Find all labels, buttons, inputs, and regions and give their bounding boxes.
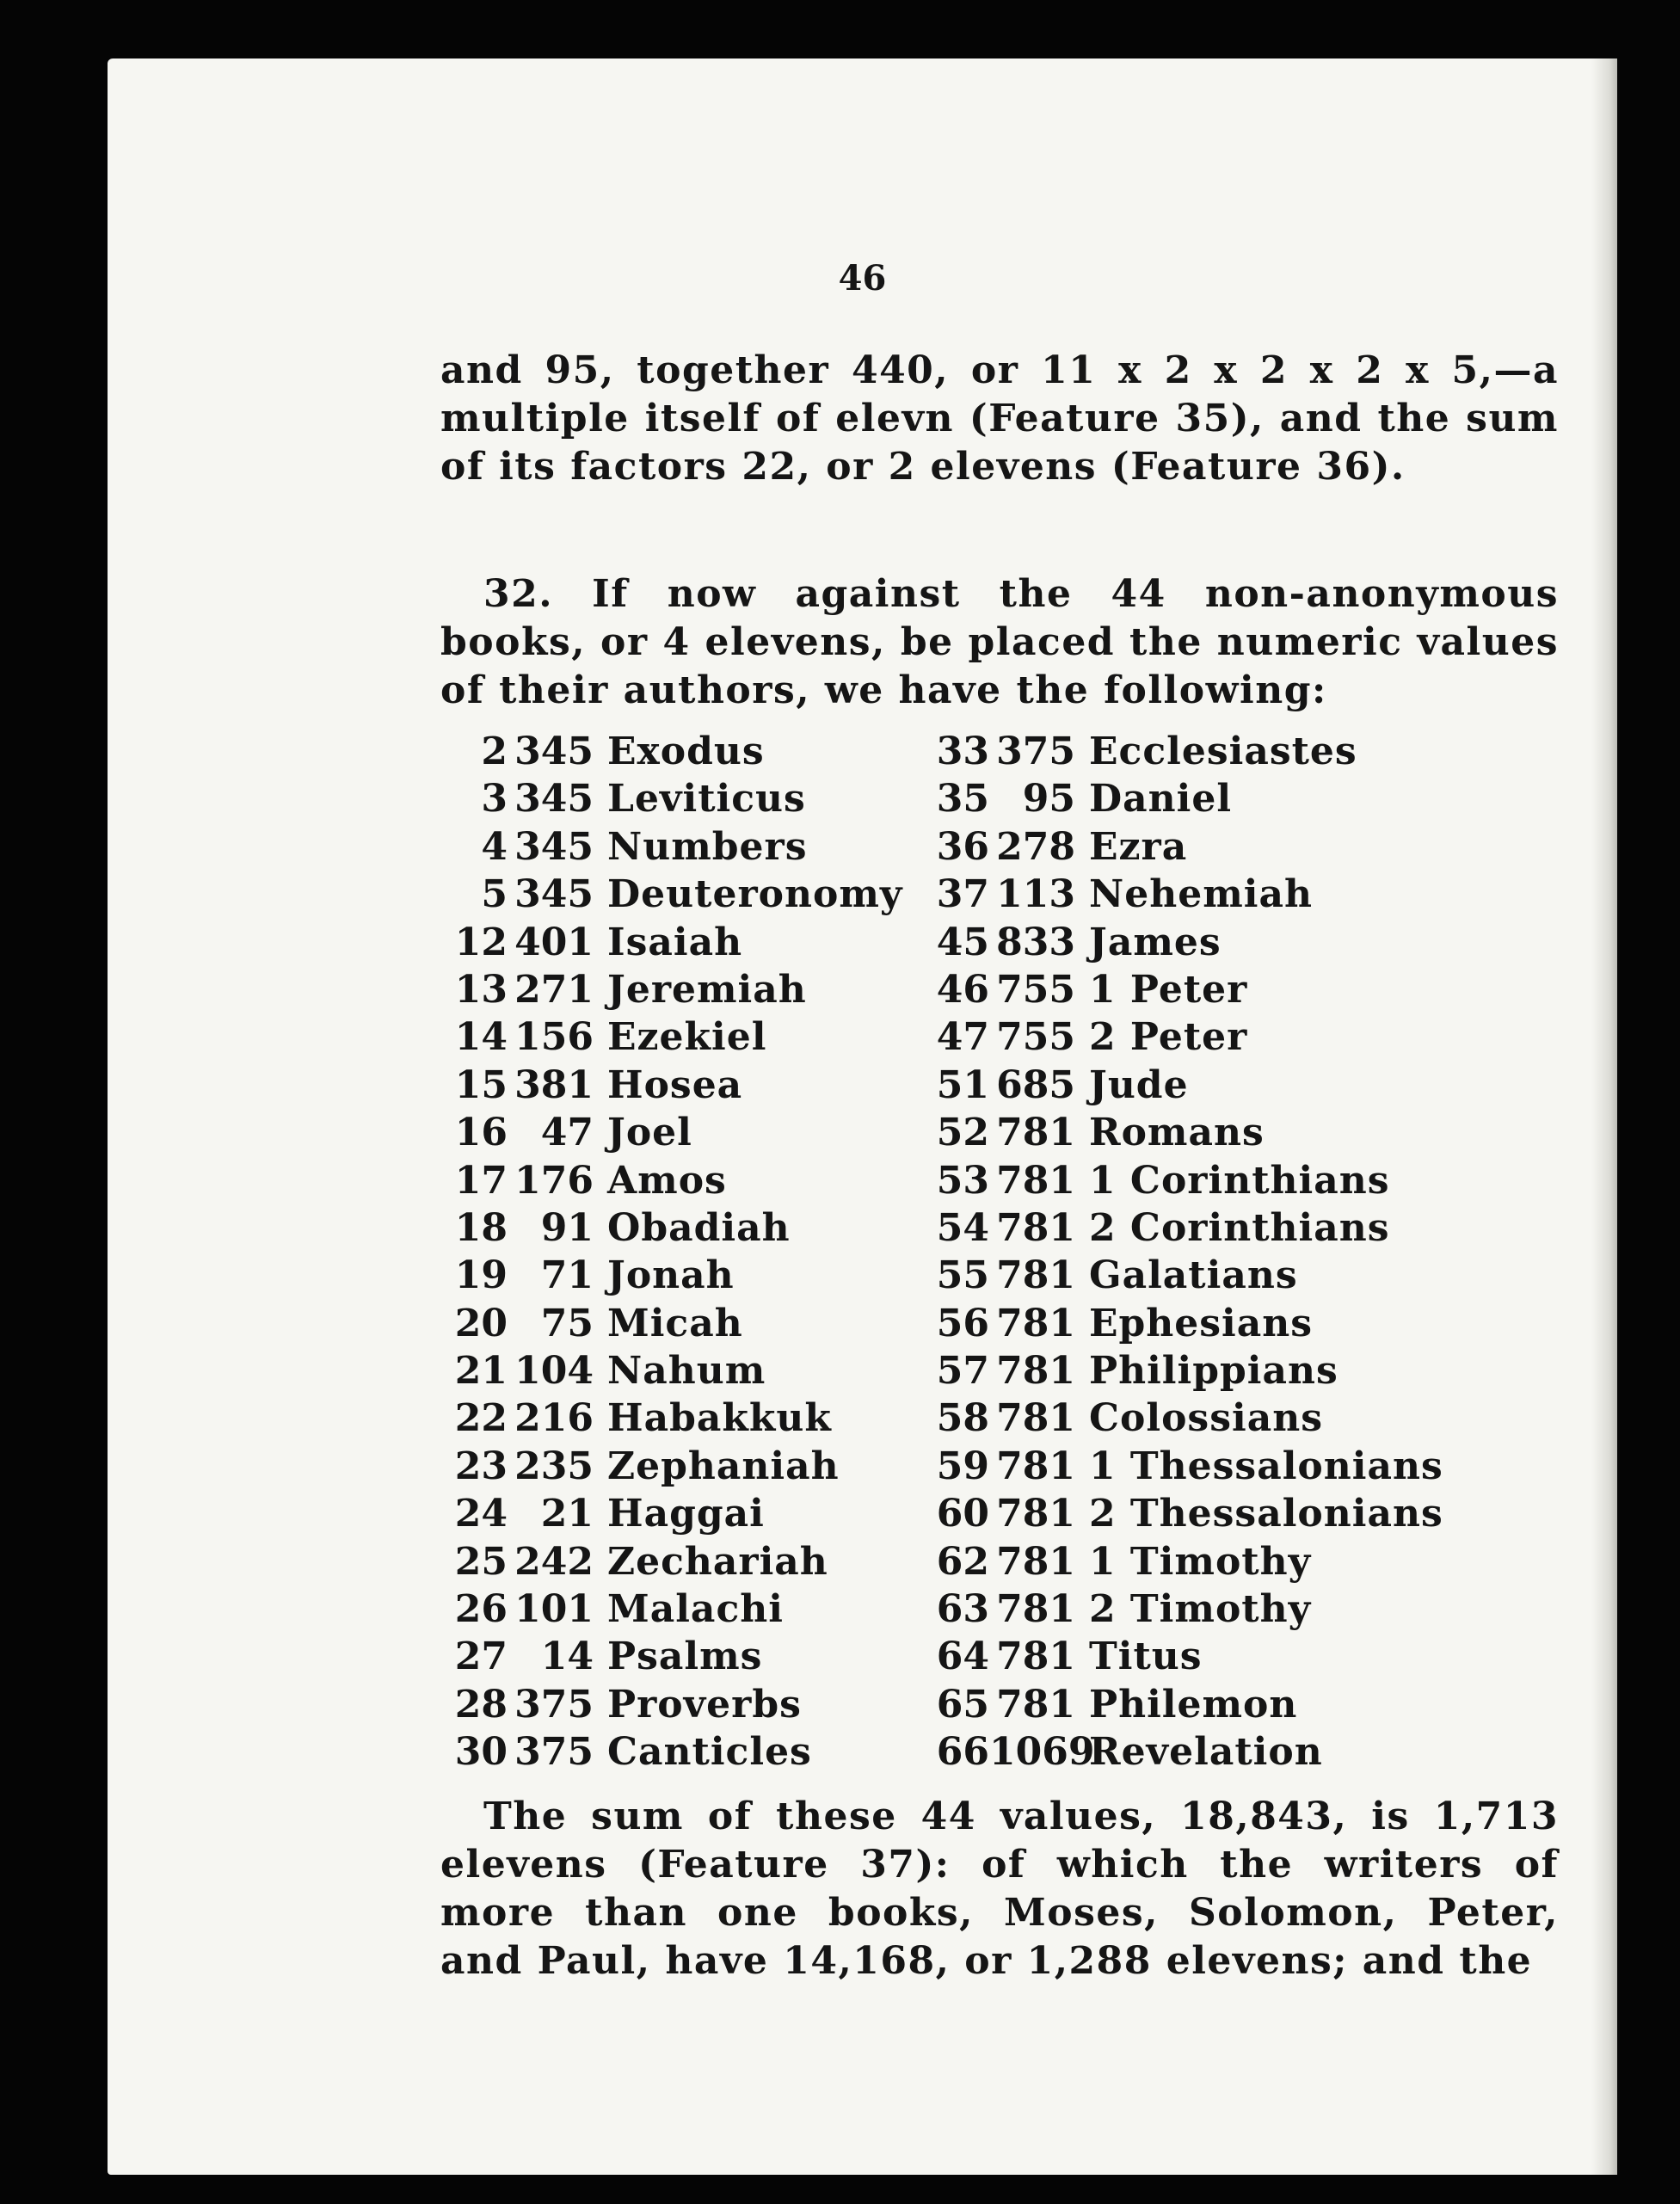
left-column: [440, 728, 991, 1776]
numeric-value: 781: [996, 1253, 1075, 1298]
book-number: 3: [481, 777, 508, 822]
book-number: 47: [936, 1015, 989, 1060]
book-row: [922, 1204, 1473, 1252]
author-book-name: 2 Thessalonians: [1089, 1492, 1443, 1536]
author-book-name: 1 Thessalonians: [1089, 1444, 1443, 1488]
book-row: [922, 1633, 1473, 1680]
book-number: 64: [936, 1635, 989, 1679]
book-number: 13: [454, 967, 508, 1012]
book-number: 55: [936, 1253, 989, 1298]
book-row: [440, 823, 991, 871]
book-row: [440, 1443, 991, 1490]
author-book-name: Galatians: [1089, 1253, 1298, 1298]
numeric-value: 176: [514, 1158, 594, 1203]
book-row: [922, 1538, 1473, 1585]
author-book-name: Numbers: [607, 824, 808, 869]
author-book-name: Hosea: [607, 1062, 743, 1107]
book-values-table: [440, 728, 1576, 1777]
book-row: [440, 871, 991, 918]
book-number: 21: [454, 1349, 508, 1394]
numeric-value: 91: [540, 1205, 594, 1250]
numeric-value: 781: [996, 1635, 1075, 1679]
book-number: 56: [936, 1301, 989, 1345]
author-book-name: Haggai: [607, 1492, 765, 1536]
numeric-value: 381: [514, 1062, 594, 1107]
book-row: [922, 919, 1473, 966]
page-edge-shadow: [1591, 58, 1617, 2175]
numeric-value: 1069: [989, 1730, 1095, 1775]
numeric-value: 95: [1022, 777, 1075, 822]
author-book-name: Jude: [1089, 1062, 1189, 1107]
author-book-name: 1 Corinthians: [1089, 1158, 1390, 1203]
book-number: 37: [936, 872, 989, 917]
author-book-name: Ezekiel: [607, 1015, 767, 1060]
author-book-name: Exodus: [607, 730, 765, 773]
book-row: [440, 1538, 991, 1585]
book-row: [922, 1157, 1473, 1204]
author-book-name: Ezra: [1089, 824, 1188, 869]
book-number: 16: [454, 1111, 508, 1155]
book-number: 63: [936, 1587, 989, 1632]
book-row: [440, 1062, 991, 1109]
book-number: 23: [454, 1444, 508, 1488]
book-row: [922, 1062, 1473, 1109]
book-number: 52: [936, 1111, 989, 1155]
book-row: [440, 1157, 991, 1204]
author-book-name: Proverbs: [607, 1682, 802, 1727]
numeric-value: 104: [514, 1349, 594, 1394]
numeric-value: 781: [996, 1682, 1075, 1727]
book-number: 35: [936, 777, 989, 822]
numeric-value: 781: [996, 1158, 1075, 1203]
book-row: [922, 1300, 1473, 1347]
numeric-value: 781: [996, 1111, 1075, 1155]
numeric-value: 755: [996, 967, 1075, 1012]
book-number: 45: [936, 920, 989, 964]
numeric-value: 113: [996, 872, 1075, 917]
book-number: 20: [454, 1301, 508, 1345]
book-number: 51: [936, 1062, 989, 1107]
numeric-value: 781: [996, 1396, 1075, 1441]
book-page: [108, 58, 1617, 2175]
page-number: 46: [838, 258, 887, 299]
book-row: [922, 1490, 1473, 1537]
author-book-name: Colossians: [1089, 1396, 1323, 1441]
book-number: 57: [936, 1349, 989, 1394]
book-row: [440, 1585, 991, 1633]
book-number: 65: [936, 1682, 989, 1727]
author-book-name: Nahum: [607, 1349, 766, 1394]
book-row: [440, 1347, 991, 1394]
book-row: [440, 1681, 991, 1728]
book-number: 30: [454, 1730, 508, 1775]
numeric-value: 375: [514, 1682, 594, 1727]
numeric-value: 216: [514, 1396, 594, 1441]
author-book-name: Nehemiah: [1089, 872, 1313, 917]
numeric-value: 345: [514, 872, 594, 917]
book-row: [922, 1013, 1473, 1061]
numeric-value: 375: [514, 1730, 594, 1775]
author-book-name: Zechariah: [607, 1539, 828, 1584]
book-number: 17: [454, 1158, 508, 1203]
book-row: [922, 1728, 1473, 1776]
book-row: [440, 1394, 991, 1442]
book-row: [440, 1728, 991, 1776]
author-book-name: Zephaniah: [607, 1444, 840, 1488]
author-book-name: Revelation: [1089, 1730, 1323, 1775]
book-row: [922, 823, 1473, 871]
author-book-name: 2 Peter: [1089, 1015, 1248, 1060]
book-number: 54: [936, 1205, 989, 1250]
book-row: [440, 1109, 991, 1156]
book-row: [922, 1585, 1473, 1633]
numeric-value: 781: [996, 1587, 1075, 1632]
numeric-value: 14: [540, 1635, 594, 1679]
right-column: [922, 728, 1473, 1776]
author-book-name: 1 Timothy: [1089, 1539, 1312, 1584]
numeric-value: 156: [514, 1015, 594, 1060]
book-number: 15: [454, 1062, 508, 1107]
book-row: [440, 775, 991, 822]
author-book-name: Amos: [607, 1158, 727, 1203]
book-row: [922, 728, 1473, 775]
book-number: 53: [936, 1158, 989, 1203]
book-row: [922, 1681, 1473, 1728]
book-row: [922, 1252, 1473, 1299]
author-book-name: 2 Corinthians: [1089, 1205, 1390, 1250]
numeric-value: 47: [540, 1111, 594, 1155]
book-row: [922, 966, 1473, 1013]
book-number: 22: [454, 1396, 508, 1441]
paragraph-section-32: 32. If now against the 44 non-anonymous books, or 4 elevens, be placed the numeric values of their authors, we have the following:: [440, 572, 1559, 712]
book-number: 28: [454, 1682, 508, 1727]
numeric-value: 781: [996, 1205, 1075, 1250]
book-number: 24: [454, 1492, 508, 1536]
numeric-value: 755: [996, 1015, 1075, 1060]
book-number: 4: [481, 824, 508, 869]
numeric-value: 345: [514, 777, 594, 822]
numeric-value: 278: [996, 824, 1075, 869]
paragraph-sum: The sum of these 44 values, 18,843, is 1,713 elevens (Feature 37): of which the writers of more than one books, Moses, Solomon, Peter, and Paul, have 14,168, or 1,288 elevens; and the: [440, 1795, 1559, 1983]
numeric-value: 235: [514, 1444, 594, 1488]
book-row: [440, 966, 991, 1013]
numeric-value: 75: [540, 1301, 594, 1345]
numeric-value: 781: [996, 1349, 1075, 1394]
book-row: [922, 775, 1473, 822]
book-number: 12: [454, 920, 508, 964]
author-book-name: Habakkuk: [607, 1396, 832, 1441]
numeric-value: 401: [514, 920, 594, 964]
numeric-value: 271: [514, 967, 594, 1012]
book-number: 46: [936, 967, 989, 1012]
author-book-name: Philemon: [1089, 1682, 1298, 1727]
book-row: [922, 1394, 1473, 1442]
author-book-name: Deuteronomy: [607, 872, 903, 917]
book-number: 14: [454, 1015, 508, 1060]
book-number: 62: [936, 1539, 989, 1584]
book-number: 26: [454, 1587, 508, 1632]
author-book-name: Ecclesiastes: [1089, 730, 1357, 773]
book-row: [440, 1252, 991, 1299]
author-book-name: Titus: [1089, 1635, 1203, 1679]
numeric-value: 21: [540, 1492, 594, 1536]
book-number: 19: [454, 1253, 508, 1298]
numeric-value: 101: [514, 1587, 594, 1632]
book-row: [922, 871, 1473, 918]
author-book-name: Jonah: [607, 1253, 735, 1298]
book-number: 27: [454, 1635, 508, 1679]
author-book-name: Philippians: [1089, 1349, 1338, 1394]
book-number: 59: [936, 1444, 989, 1488]
author-book-name: Micah: [607, 1301, 743, 1345]
numeric-value: 71: [540, 1253, 594, 1298]
book-number: 2: [481, 730, 508, 773]
book-number: 33: [936, 730, 989, 773]
book-row: [922, 1347, 1473, 1394]
author-book-name: Jeremiah: [607, 967, 807, 1012]
book-number: 25: [454, 1539, 508, 1584]
numeric-value: 242: [514, 1539, 594, 1584]
book-row: [922, 1109, 1473, 1156]
numeric-value: 781: [996, 1539, 1075, 1584]
author-book-name: Isaiah: [607, 920, 743, 964]
author-book-name: 2 Timothy: [1089, 1587, 1312, 1632]
book-number: 5: [481, 872, 508, 917]
author-book-name: Leviticus: [607, 777, 806, 822]
book-row: [440, 1013, 991, 1061]
numeric-value: 375: [996, 730, 1075, 773]
numeric-value: 685: [996, 1062, 1075, 1107]
author-book-name: Psalms: [607, 1635, 763, 1679]
author-book-name: Malachi: [607, 1587, 784, 1632]
book-number: 60: [936, 1492, 989, 1536]
paragraph-continuation: and 95, together 440, or 11 x 2 x 2 x 2 x 5,—a multiple itself of elevn (Feature 35), and the sum of its factors 22, or 2 elevens (Feature 36).: [440, 348, 1559, 489]
book-number: 36: [936, 824, 989, 869]
book-row: [440, 728, 991, 775]
author-book-name: Daniel: [1089, 777, 1233, 822]
author-book-name: Canticles: [607, 1730, 812, 1775]
book-row: [440, 1204, 991, 1252]
book-number: 66: [936, 1730, 989, 1775]
author-book-name: Joel: [607, 1111, 692, 1155]
book-row: [440, 1633, 991, 1680]
author-book-name: Obadiah: [607, 1205, 791, 1250]
numeric-value: 833: [996, 920, 1075, 964]
book-row: [440, 1300, 991, 1347]
numeric-value: 781: [996, 1492, 1075, 1536]
numeric-value: 781: [996, 1301, 1075, 1345]
book-number: 58: [936, 1396, 989, 1441]
book-row: [922, 1443, 1473, 1490]
numeric-value: 345: [514, 824, 594, 869]
author-book-name: James: [1089, 920, 1222, 964]
book-row: [440, 1490, 991, 1537]
numeric-value: 781: [996, 1444, 1075, 1488]
numeric-value: 345: [514, 730, 594, 773]
book-row: [440, 919, 991, 966]
author-book-name: Romans: [1089, 1111, 1265, 1155]
book-number: 18: [454, 1205, 508, 1250]
author-book-name: Ephesians: [1089, 1301, 1314, 1345]
author-book-name: 1 Peter: [1089, 967, 1248, 1012]
